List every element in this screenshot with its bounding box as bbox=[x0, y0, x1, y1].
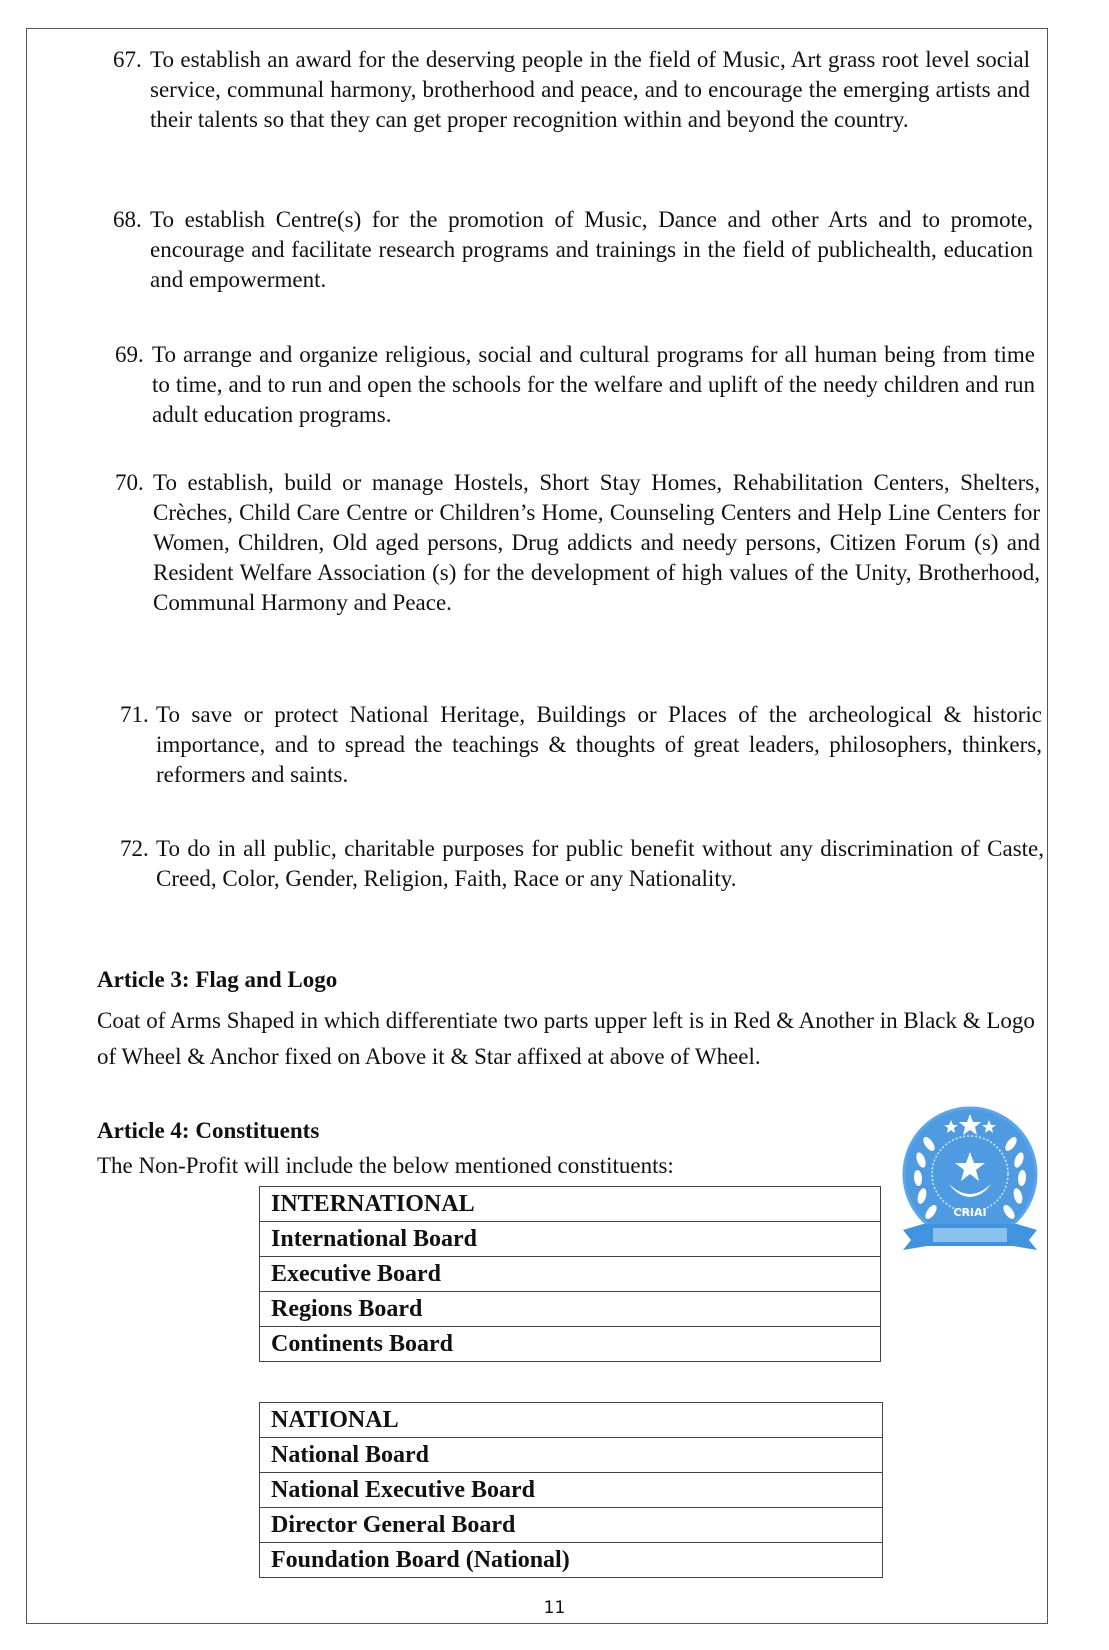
table-row bbox=[260, 1257, 881, 1292]
article-4-intro: The Non-Profit will include the below mentioned constituents: bbox=[97, 1153, 674, 1178]
table-cell: International Board bbox=[260, 1222, 881, 1257]
table-row bbox=[260, 1327, 881, 1362]
article-3-heading: Article 3: Flag and Logo bbox=[97, 967, 338, 992]
item-text: To establish, build or manage Hostels, Short Stay Homes, Rehabilitation Centers, Shelters, Crèches, Child Care Centre or Children’s Home, Counseling Centers and Help Line Centers for Women, Children, Old aged persons, Drug addicts and needy persons, Citizen Forum (s) and Resident Welfare Association (s) for the development of high values of the Unity, Brotherhood, Communal Harmony and Peace. bbox=[153, 470, 1040, 615]
article-4-heading: Article 4: Constituents bbox=[97, 1118, 320, 1143]
table-row bbox=[260, 1438, 883, 1473]
item-text: To arrange and organize religious, social and cultural programs for all human being from time to time, and to run and open the schools for the welfare and uplift of the needy children and run adult education programs. bbox=[152, 342, 1035, 427]
organization-seal-icon bbox=[893, 1100, 1048, 1265]
item-text: To do in all public, charitable purposes for public benefit without any discrimination of Caste, Creed, Color, Gender, Religion, Faith, Race or any Nationality. bbox=[156, 836, 1044, 891]
table-row bbox=[260, 1543, 883, 1578]
table-row bbox=[260, 1187, 881, 1222]
list-item-68 bbox=[113, 205, 1033, 295]
table-row bbox=[260, 1473, 883, 1508]
item-number: 68. bbox=[113, 207, 142, 232]
list-item-69 bbox=[115, 340, 1035, 430]
item-number: 71. bbox=[120, 702, 149, 727]
table-row bbox=[260, 1508, 883, 1543]
list-item-70 bbox=[115, 468, 1040, 618]
table-row bbox=[260, 1222, 881, 1257]
list-item-72 bbox=[120, 834, 1044, 894]
seal-text: CRIAI bbox=[953, 1206, 987, 1219]
table-cell: Regions Board bbox=[260, 1292, 881, 1327]
table-cell: Foundation Board (National) bbox=[260, 1543, 883, 1578]
article-3-body: Coat of Arms Shaped in which differentiate two parts upper left is in Red & Another in Black & Logo of Wheel & Anchor fixed on Above it & Star affixed at above of Wheel. bbox=[97, 1008, 1035, 1069]
item-text: To save or protect National Heritage, Buildings or Places of the archeological & historic importance, and to spread the teachings & thoughts of great leaders, philosophers, thinkers, reformers and saints. bbox=[156, 702, 1042, 787]
table-row bbox=[260, 1403, 883, 1438]
table-cell: National Executive Board bbox=[260, 1473, 883, 1508]
item-number: 69. bbox=[115, 342, 144, 367]
table-cell: Director General Board bbox=[260, 1508, 883, 1543]
item-text: To establish Centre(s) for the promotion of Music, Dance and other Arts and to promote, encourage and facilitate research programs and trainings in the field of publichealth, education and empowerment. bbox=[150, 207, 1033, 292]
table-row bbox=[260, 1292, 881, 1327]
item-number: 67. bbox=[113, 47, 142, 72]
table-header-cell: INTERNATIONAL bbox=[260, 1187, 881, 1222]
table-cell: National Board bbox=[260, 1438, 883, 1473]
national-constituents-table bbox=[259, 1402, 883, 1578]
item-number: 70. bbox=[115, 470, 144, 495]
table-cell: Executive Board bbox=[260, 1257, 881, 1292]
page-number: 11 bbox=[543, 1598, 566, 1618]
international-constituents-table bbox=[259, 1186, 881, 1362]
item-number: 72. bbox=[120, 836, 149, 861]
item-text: To establish an award for the deserving people in the field of Music, Art grass root level social service, communal harmony, brotherhood and peace, and to encourage the emerging artists and their talents so that they can get proper recognition within and beyond the country. bbox=[150, 47, 1030, 132]
table-cell: Continents Board bbox=[260, 1327, 881, 1362]
list-item-67 bbox=[113, 45, 1030, 135]
table-header-cell: NATIONAL bbox=[260, 1403, 883, 1438]
list-item-71 bbox=[120, 700, 1042, 790]
